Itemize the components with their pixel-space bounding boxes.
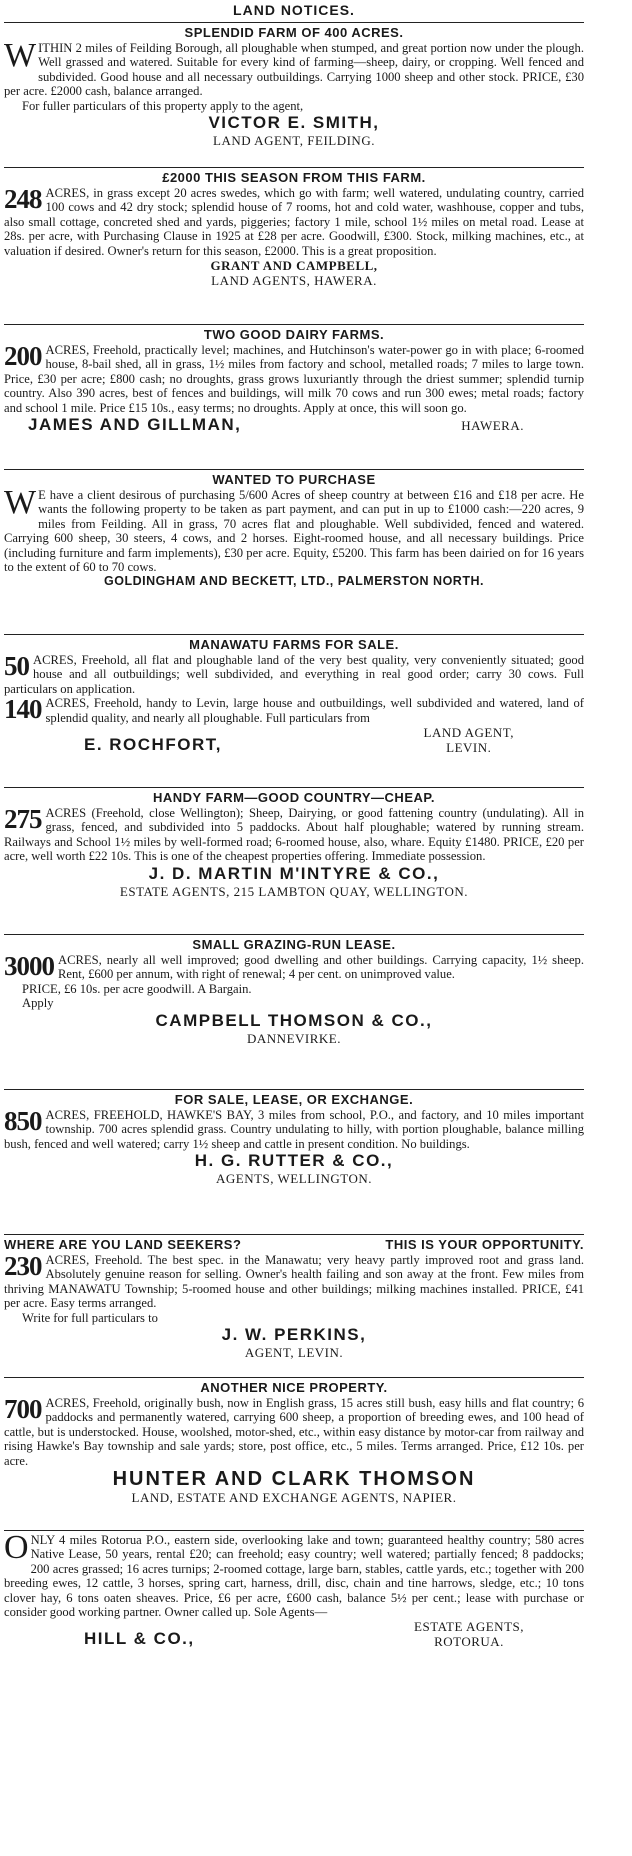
agent-name: GOLDINGHAM AND BECKETT, LTD., PALMERSTON NORTH.: [104, 574, 484, 589]
divider: [4, 1234, 584, 1235]
ad-2000-this-season: [4, 170, 584, 322]
agent-name: E. ROCHFORT,: [84, 735, 222, 755]
ad-headline: HANDY FARM—GOOD COUNTRY—CHEAP.: [152, 790, 435, 805]
agent-address: AGENTS, WELLINGTON.: [216, 1171, 372, 1187]
divider: [4, 934, 584, 935]
acreage-number: 3000: [4, 951, 54, 981]
land-notices-column: [4, 0, 584, 1649]
ad-headline: ANOTHER NICE PROPERTY.: [200, 1380, 388, 1395]
ad-body: 230 ACRES, Freehold. The best spec. in the Manawatu; very heavy partly improved root and grass land. Absolutely genuine reason for selling. Owner's health failing and son away at the front. Few miles from thriving MANAWATU Township; 5-roomed house and other buildings; milking machines installed. PRICE, £41 per acre. Easy terms arranged.: [4, 1251, 584, 1311]
agent-name: H. G. RUTTER & CO.,: [194, 1151, 394, 1171]
ad-headline: [4, 1237, 584, 1253]
ad-manawatu-farms: [4, 637, 584, 785]
agent-address: LAND AGENT, LEVIN.: [423, 725, 514, 756]
agent-address: AGENT, LEVIN.: [244, 1345, 344, 1361]
ad-headline: MANAWATU FARMS FOR SALE.: [189, 637, 399, 652]
ad-headline: SMALL GRAZING-RUN LEASE.: [192, 937, 396, 952]
ad-note: For fuller particulars of this property apply to the agent,: [22, 98, 304, 113]
agent-name: JAMES AND GILLMAN,: [28, 415, 242, 435]
ad-body: WITHIN 2 miles of Feilding Borough, all ploughable when stumped, and great portion now under the plough. Well grassed and watered. Suitable for every kind of farming—sheep, dairy, or cropping. Well fenced and subdivided. Good house and all necessary outbuildings. Carrying 1000 sheep and other stock. PRICE, £30 per acre. £2000 cash, balance arranged.: [4, 37, 584, 99]
ad-headline: SPLENDID FARM OF 400 ACRES.: [184, 25, 404, 40]
ad-land-seekers: [4, 1237, 584, 1375]
agent-name: HUNTER AND CLARK THOMSON: [112, 1468, 476, 1491]
agent-address: ESTATE AGENTS, ROTORUA.: [414, 1619, 524, 1650]
agent-address: LAND AGENTS, HAWERA.: [211, 273, 377, 289]
divider: [4, 1530, 584, 1531]
ad-headline: £2000 THIS SEASON FROM THIS FARM.: [162, 170, 426, 185]
headline-right: THIS IS YOUR OPPORTUNITY.: [385, 1237, 584, 1252]
divider: [4, 634, 584, 635]
divider: [4, 22, 584, 23]
agent-name: J. W. PERKINS,: [221, 1325, 367, 1345]
agent-address: ESTATE AGENTS, 215 LAMBTON QUAY, WELLINGTON.: [119, 883, 469, 899]
headline-left: WHERE ARE YOU LAND SEEKERS?: [4, 1237, 242, 1252]
ad-sale-lease-exchange: [4, 1092, 584, 1232]
acreage-number: 850: [4, 1106, 42, 1136]
agent-row: [4, 1619, 584, 1649]
ad-headline: TWO GOOD DAIRY FARMS.: [203, 327, 385, 342]
ad-two-dairy-farms: [4, 327, 584, 467]
ad-headline: WANTED TO PURCHASE: [212, 472, 376, 487]
ad-body: ONLY 4 miles Rotorua P.O., eastern side, overlooking lake and town; guaranteed healthy country; 580 acres Native Lease, 50 years, rental £20; can freehold; easy country; well watered; partially fenced; 8 paddocks; 200 acres grassed; 16 acres turnips; 2-roomed cottage, large barn, stables, cattle yards, etc.; together with 200 breeding ewes, 12 cattle, 3 horses, spring cart, harness, drill, disc, chain and tine harrows, sledge, etc.; 10 tons clover hay, 6 tons oaten sheaves. Price, £6 per acre, £600 cash, balance 5½ per cent.; lease with purchase or consider good working partner. Owner called up. Sole Agents—: [4, 1529, 584, 1620]
agent-name: J. D. MARTIN M'INTYRE & CO.,: [148, 863, 440, 883]
drop-cap: W: [4, 37, 37, 74]
ad-body: 850 ACRES, FREEHOLD, HAWKE'S BAY, 3 miles from school, P.O., and factory, and 10 miles important township. 700 acres splendid grass. Country undulating to hilly, with portion ploughable, balance milling bush, fenced and well watered; carry 1½ sheep and cattle in present condition. No buildings.: [4, 1106, 584, 1151]
ad-body-1: 50 ACRES, Freehold, all flat and ploughable land of the very best quality, very conveniently situated; good house and all outbuildings; well subdivided, and everything in real good order; carry 30 cows. Full particulars on application.: [4, 651, 584, 696]
acreage-number: 200: [4, 341, 42, 371]
agent-name: VICTOR E. SMITH,: [208, 113, 380, 133]
divider: [4, 469, 584, 470]
ad-price: PRICE, £6 10s. per acre goodwill. A Bargain.: [22, 981, 252, 996]
ad-body: 200 ACRES, Freehold, practically level; machines, and Hutchinson's water-power go in with place; 6-roomed house, 8-bail shed, all in grass, 1½ miles from factory and school, metalled roads; 7 miles to large town. Price, £30 per acre; £800 cash; no droughts, grass grows luxuriantly through the driest summer; splendid turnip country. Also 390 acres, best of fences and buildings, will milk 70 cows and run 300 ewes; metal roads; factory and school 1 mile. Price £15 10s., easy terms; no droughts. Apply at once, this will soon go.: [4, 341, 584, 415]
agent-row: [4, 415, 584, 435]
ad-body: W E have a client desirous of purchasing 5/600 Acres of sheep country at between £16 and £18 per acre. He wants the following property to be taken as part payment, and can put in up to £1000 cash:—220 acres, 9 miles from Feilding. All in grass, 70 acres flat and ploughable. Well subdivided, fenced and watered. Carrying 600 sheep, 30 steers, 4 cows, and 2 horses. Eight-roomed house, and all necessary buildings. Price (including furniture and farm implements), £30 per acre. Equity, £5200. This farm has been dairied on for 16 years to the extent of 60 to 70 cows.: [4, 484, 584, 575]
agent-name: HILL & CO.,: [84, 1629, 195, 1649]
ad-another-nice-property: [4, 1380, 584, 1528]
divider: [4, 787, 584, 788]
divider: [4, 1089, 584, 1090]
ad-body-2: 140 ACRES, Freehold, handy to Levin, large house and outbuildings, well subdivided and watered, land of splendid quality, and nearly all ploughable. Full particulars from: [4, 694, 584, 725]
agent-row: [4, 725, 584, 755]
agent-address: LAND AGENT, FEILDING.: [213, 133, 375, 149]
acreage-number: 50: [4, 651, 29, 681]
ad-body: 248 ACRES, in grass except 20 acres swedes, which go with farm; well watered, undulating country, carried 100 cows and 42 dry stock; splendid house of 7 rooms, hot and cold water, washhouse, copper and tubs, also small cottage, concreted shed and yards, piggeries; factory 1 mile, school 1½ miles on metal road. Lease at 28s. per acre, with Purchasing Clause in 1925 at £28 per acre. Goodwill, £300. Stock, milking machines, etc., at valuation if desired. Owner's return for this season, £2000. This is a great proposition.: [4, 184, 584, 258]
acreage-number: 275: [4, 804, 42, 834]
ad-body: 700 ACRES, Freehold, originally bush, now in English grass, 15 acres still bush, easy hills and flat country; 6 paddocks and permanently watered, carrying 600 sheep, a proportion of breeding ewes, and 100 head of cattle, but is understocked. House, woolshed, motor-shed, etc., within easy distance by motor-car from railway and rising Hawke's Bay township and sale yards; store, post office, etc., 5 miles. Terms arranged. Price, £12 10s. per acre.: [4, 1394, 584, 1468]
drop-cap: W: [4, 484, 37, 521]
acreage-number: 230: [4, 1251, 42, 1281]
ad-wanted-to-purchase: [4, 472, 584, 632]
section-header: LAND NOTICES.: [233, 2, 355, 18]
ad-note: Write for full particulars to: [22, 1310, 158, 1325]
acreage-number: 140: [4, 694, 42, 725]
acreage-number: 700: [4, 1394, 42, 1424]
agent-address: LAND, ESTATE AND EXCHANGE AGENTS, NAPIER.: [131, 1490, 457, 1506]
divider: [4, 1377, 584, 1378]
agent-address: DANNEVIRKE.: [247, 1030, 341, 1046]
agent-name: CAMPBELL THOMSON & CO.,: [155, 1010, 433, 1030]
ad-grazing-run-lease: [4, 937, 584, 1087]
ad-splendid-farm: [4, 25, 584, 165]
ad-handy-farm: [4, 790, 584, 932]
agent-name: GRANT AND CAMPBELL,: [210, 258, 378, 274]
ad-headline: FOR SALE, LEASE, OR EXCHANGE.: [174, 1092, 414, 1107]
divider: [4, 324, 584, 325]
ad-apply: Apply: [22, 996, 54, 1011]
divider: [4, 167, 584, 168]
ad-body: 275 ACRES (Freehold, close Wellington); Sheep, Dairying, or good fattening country (undulating). All in grass, fenced, and subdivided into 5 paddocks. About half ploughable; watered by running stream. Railways and School 1½ miles by well-formed road; 6-roomed house, also, whare. Equity £1480. PRICE, £20 per acre, well worth £22 10s. This is one of the cheapest properties offering. Immediate possession.: [4, 804, 584, 864]
drop-cap: O: [4, 1529, 29, 1566]
ad-body: 3000 ACRES, nearly all well improved; good dwelling and other buildings. Carrying capacity, 1½ sheep. Rent, £600 per annum, with right of renewal; 4 per cent. on unimproved value.: [4, 951, 584, 982]
acreage-number: 248: [4, 184, 42, 214]
ad-rotorua-property: [4, 1529, 584, 1650]
agent-place: HAWERA.: [461, 418, 524, 434]
